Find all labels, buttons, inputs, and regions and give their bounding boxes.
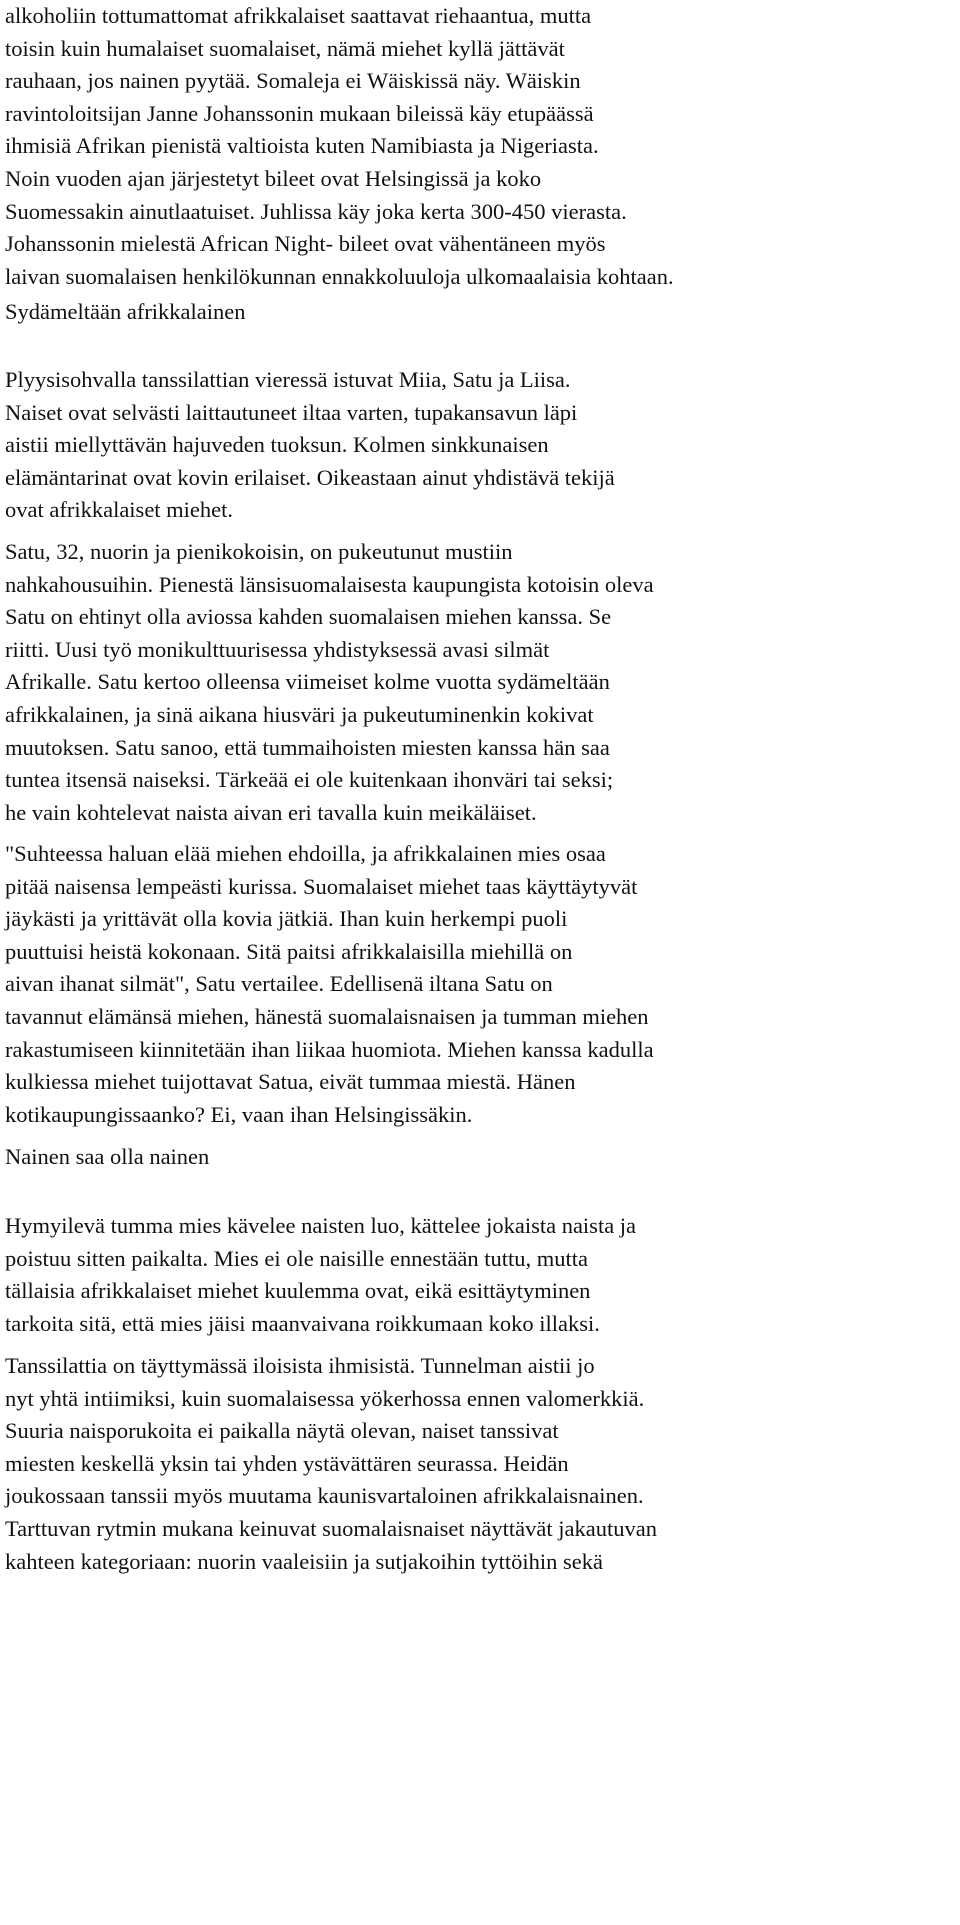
text-line: riitti. Uusi työ monikulttuurisessa yhdistyksessä avasi silmät [5, 636, 550, 662]
text-line: muutoksen. Satu sanoo, että tummaihoisten miesten kanssa hän saa [5, 734, 610, 760]
text-line: Plyysisohvalla tanssilattian vieressä istuvat Miia, Satu ja Liisa. [5, 367, 571, 392]
section-heading [5, 1141, 955, 1174]
paragraph-dancefloor [5, 1350, 955, 1578]
paragraph-satu [5, 536, 955, 829]
text-line: nahkahousuihin. Pienestä länsisuomalaisesta kaupungista kotoisin oleva [5, 571, 654, 597]
text-line: Tarttuvan rytmin mukana keinuvat suomalaisnaiset näyttävät jakautuvan [5, 1515, 657, 1541]
text-line: joukossaan tanssii myös muutama kaunisvartaloinen afrikkalaisnainen. [5, 1483, 644, 1509]
text-line: toisin kuin humalaiset suomalaiset, nämä miehet kyllä jättävät [5, 35, 565, 61]
text-line: pitää naisensa lempeästi kurissa. Suomalaiset miehet taas käyttäytyvät [5, 873, 638, 899]
paragraph-greeting [5, 1210, 955, 1340]
text-line: ovat afrikkalaiset miehet. [5, 497, 234, 523]
text-line: aistii miellyttävän hajuveden tuoksun. Kolmen sinkkunaisen [5, 432, 549, 458]
text-line: Noin vuoden ajan järjestetyt bileet ovat Helsingissä ja koko [5, 165, 542, 191]
text-line: Tanssilattia on täyttymässä iloisista ihmisistä. Tunnelman aistii jo [5, 1353, 595, 1378]
text-line: Hymyilevä tumma mies kävelee naisten luo, kättelee jokaista naista ja [5, 1213, 637, 1238]
text-line: he vain kohtelevat naista aivan eri tavalla kuin meikäläiset. [5, 799, 537, 825]
text-line: kotikaupungissaanko? Ei, vaan ihan Helsingissäkin. [5, 1101, 473, 1127]
text-line: Naiset ovat selvästi laittautuneet iltaa varten, tupakansavun läpi [5, 399, 578, 425]
text-line: aivan ihanat silmät", Satu vertailee. Edellisenä iltana Satu on [5, 971, 553, 997]
heading-text: Nainen saa olla nainen [5, 1144, 210, 1169]
text-line: laivan suomalaisen henkilökunnan ennakkoluuloja ulkomaalaisia kohtaan. [5, 263, 674, 289]
paragraph-sofa [5, 364, 955, 527]
text-line: ihmisiä Afrikan pienistä valtioista kuten Namibiasta ja Nigeriasta. [5, 133, 599, 159]
text-line: Suomessakin ainutlaatuiset. Juhlissa käy joka kerta 300-450 vierasta. [5, 198, 627, 224]
text-line: Johanssonin mielestä African Night- bileet ovat vähentäneen myös [5, 231, 606, 257]
text-line: poistuu sitten paikalta. Mies ei ole naisille ennestään tuttu, mutta [5, 1245, 589, 1271]
text-line: kahteen kategoriaan: nuorin vaaleisiin ja sutjakoihin tyttöihin sekä [5, 1548, 603, 1574]
section-heading [5, 296, 955, 329]
text-line: tällaisia afrikkalaiset miehet kuulemma ovat, eikä esittäytyminen [5, 1278, 591, 1304]
text-line: rakastumiseen kiinnitetään ihan liikaa huomiota. Miehen kanssa kadulla [5, 1036, 654, 1062]
text-line: Satu on ehtinyt olla aviossa kahden suomalaisen miehen kanssa. Se [5, 604, 612, 630]
paragraph-quote [5, 838, 955, 1131]
paragraph-intro [5, 0, 955, 293]
text-line: alkoholiin tottumattomat afrikkalaiset saattavat riehaantua, mutta [5, 3, 592, 28]
text-line: Satu, 32, nuorin ja pienikokoisin, on pukeutunut mustiin [5, 539, 513, 564]
text-line: tarkoita sitä, että mies jäisi maanvaivana roikkumaan koko illaksi. [5, 1310, 600, 1336]
text-line: elämäntarinat ovat kovin erilaiset. Oikeastaan ainut yhdistävä tekijä [5, 464, 615, 490]
text-line: Suuria naisporukoita ei paikalla näytä olevan, naiset tanssivat [5, 1418, 559, 1444]
text-line: ravintoloitsijan Janne Johanssonin mukaan bileissä käy etupäässä [5, 100, 594, 126]
text-line: Afrikalle. Satu kertoo olleensa viimeiset kolme vuotta sydämeltään [5, 669, 610, 695]
text-line: tuntea itsensä naiseksi. Tärkeää ei ole kuitenkaan ihonväri tai seksi; [5, 767, 614, 793]
text-line: puuttuisi heistä kokonaan. Sitä paitsi afrikkalaisilla miehillä on [5, 938, 573, 964]
text-line: kulkiessa miehet tuijottavat Satua, eivät tummaa miestä. Hänen [5, 1069, 576, 1095]
text-line: rauhaan, jos nainen pyytää. Somaleja ei Wäiskissä näy. Wäiskin [5, 68, 581, 94]
text-line: nyt yhtä intiimiksi, kuin suomalaisessa yökerhossa ennen valomerkkiä. [5, 1385, 645, 1411]
text-line: afrikkalainen, ja sinä aikana hiusväri ja pukeutuminenkin kokivat [5, 701, 594, 727]
heading-text: Sydämeltään afrikkalainen [5, 299, 246, 324]
text-line: tavannut elämänsä miehen, hänestä suomalaisnaisen ja tumman miehen [5, 1003, 649, 1029]
text-line: "Suhteessa haluan elää miehen ehdoilla, ja afrikkalainen mies osaa [5, 841, 606, 866]
text-line: miesten keskellä yksin tai yhden ystävättären seurassa. Heidän [5, 1450, 569, 1476]
text-line: jäykästi ja yrittävät olla kovia jätkiä. Ihan kuin herkempi puoli [5, 906, 568, 932]
